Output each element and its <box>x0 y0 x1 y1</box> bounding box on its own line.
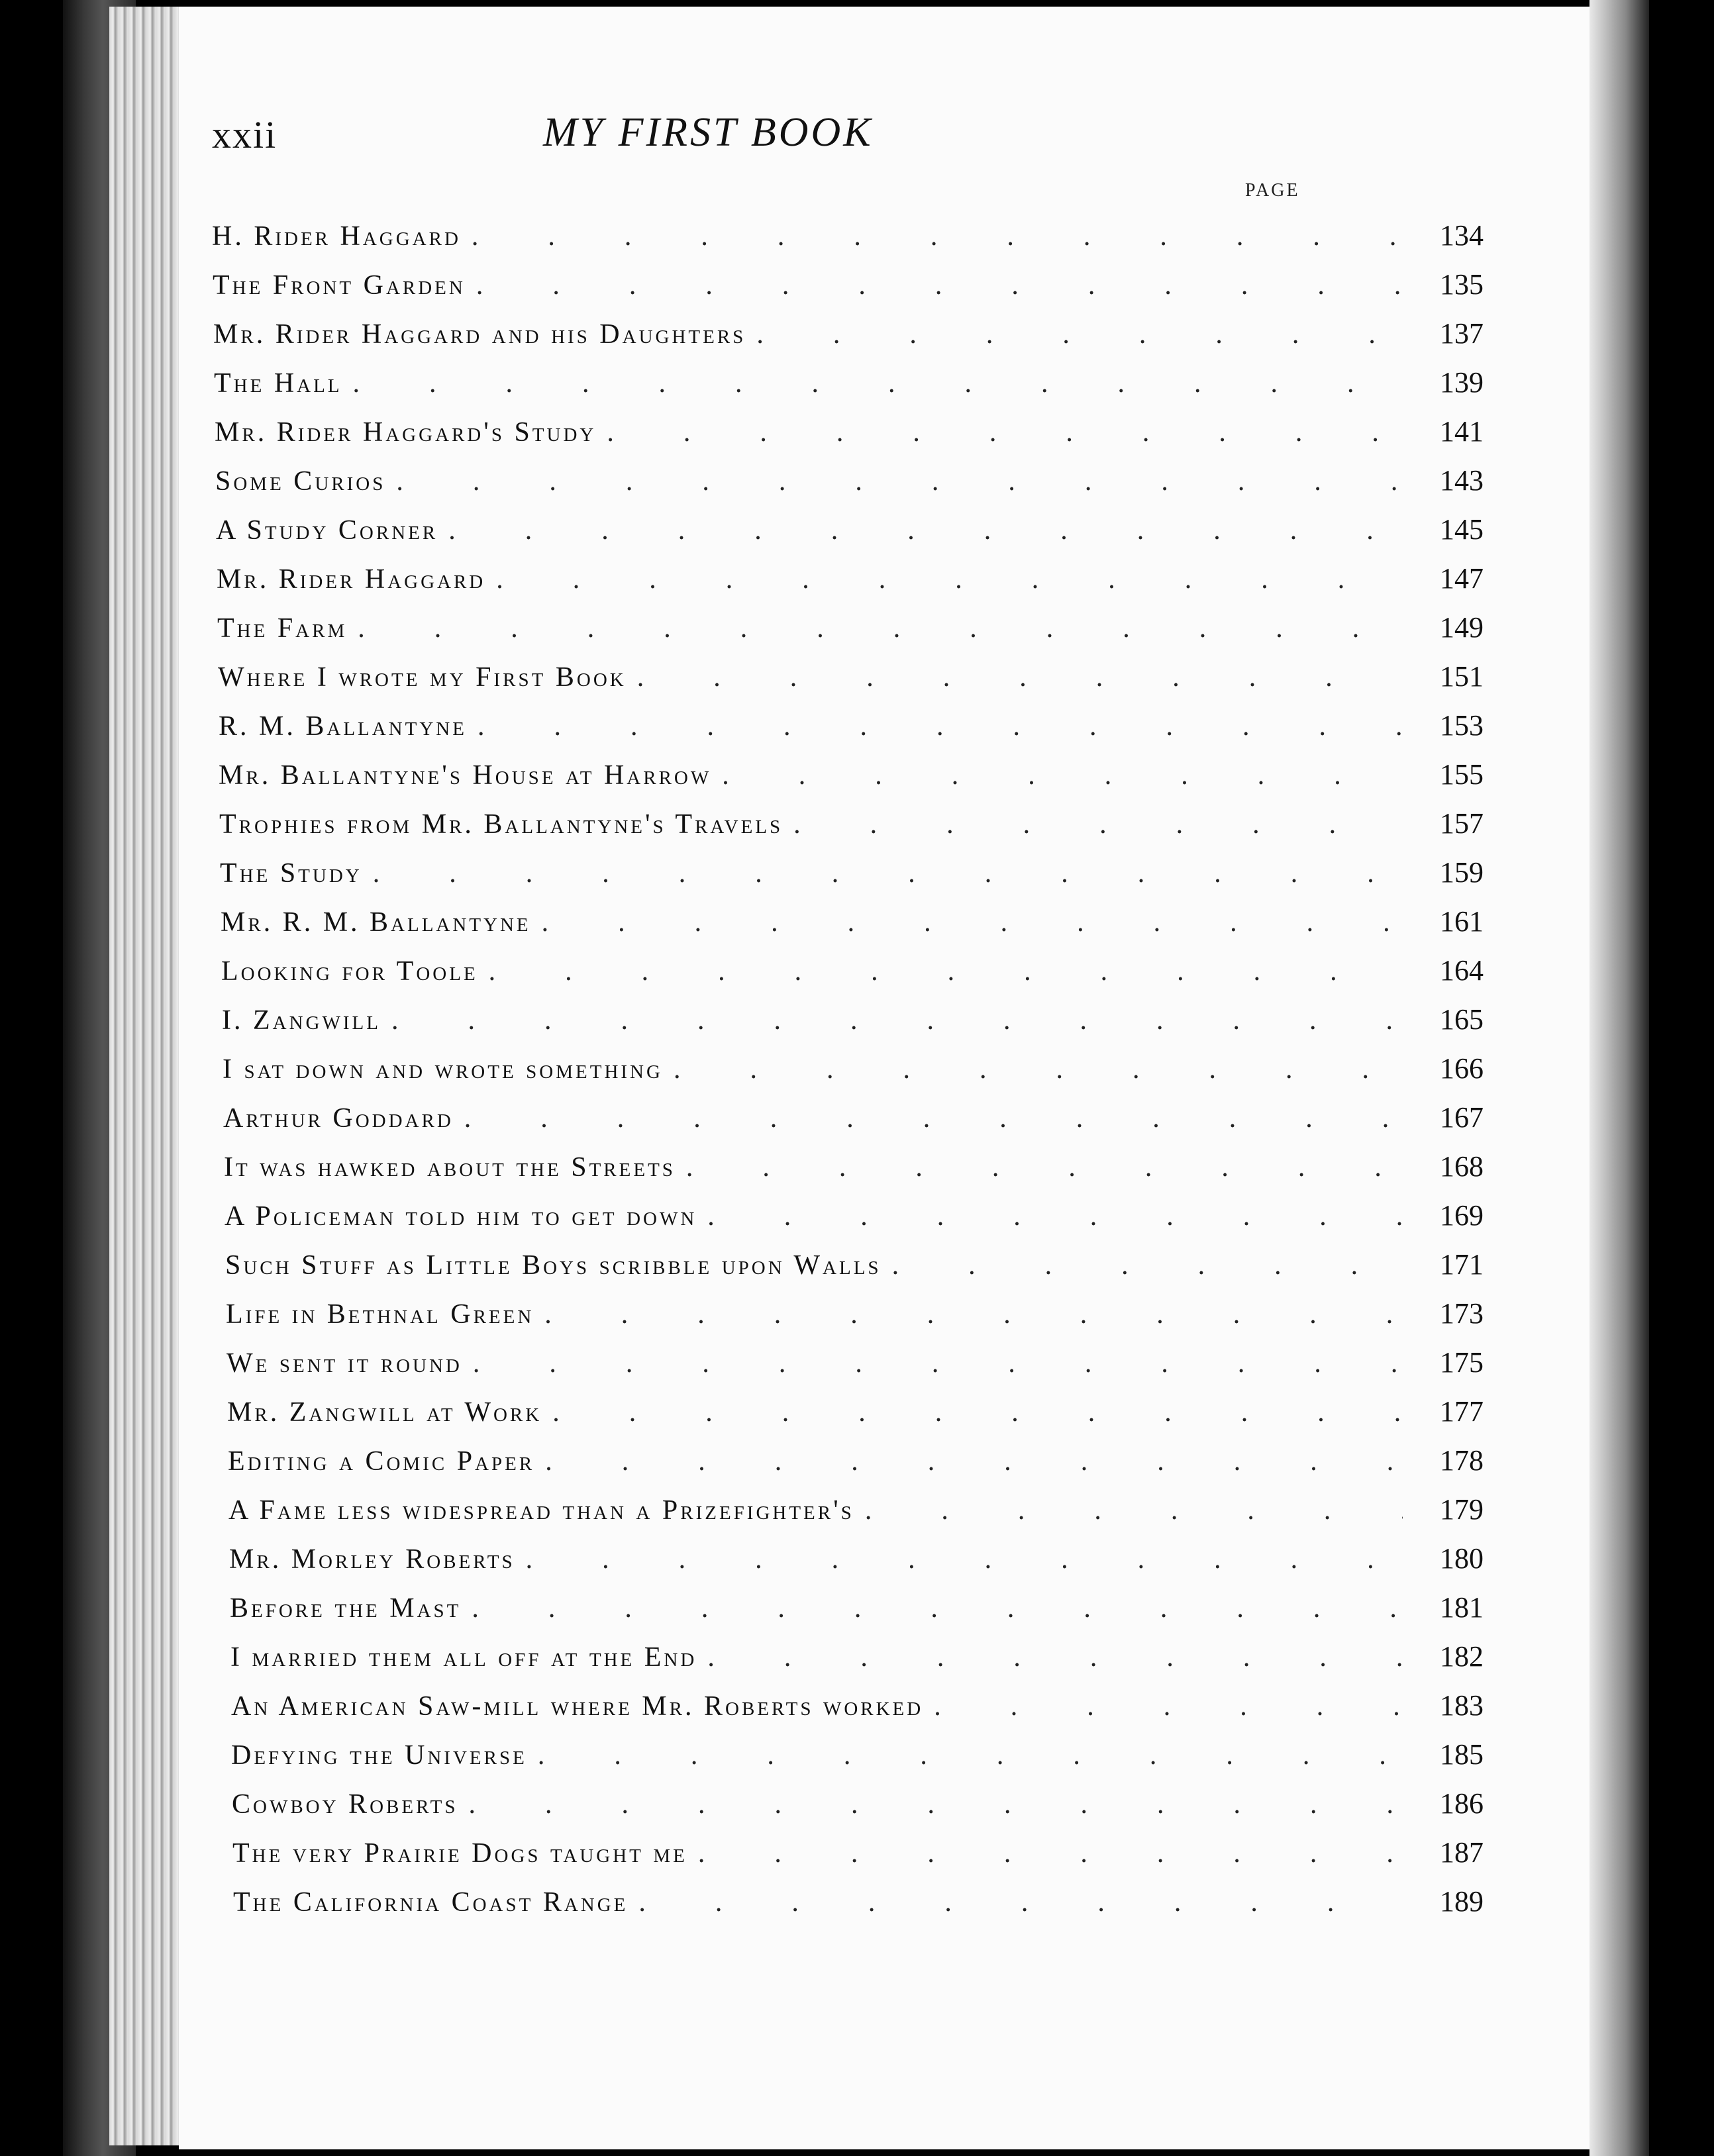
entry-page-number: 159 <box>1440 856 1484 889</box>
list-item <box>212 758 1484 807</box>
list-item <box>212 219 1484 268</box>
list-item <box>212 1885 1484 1934</box>
entry-page-number: 168 <box>1440 1150 1484 1183</box>
entry-title: The very Prairie Dogs taught me <box>232 1838 687 1869</box>
list-item <box>212 1444 1484 1493</box>
entry-page-number: 171 <box>1440 1248 1484 1281</box>
dot-leader <box>373 858 1403 889</box>
entry-page-number: 185 <box>1440 1738 1484 1771</box>
entry-title: The California Coast Range <box>233 1887 629 1918</box>
list-item <box>212 1248 1484 1297</box>
entry-title: Where I wrote my First Book <box>218 662 627 693</box>
entry-page-number: 167 <box>1440 1101 1484 1134</box>
entry-title: Mr. R. M. Ballantyne <box>221 907 531 938</box>
entry-page-number: 134 <box>1440 219 1484 252</box>
entry-page-number: 177 <box>1440 1395 1484 1428</box>
dot-leader <box>756 318 1403 350</box>
page-edges <box>109 7 182 2145</box>
entry-page-number: 187 <box>1440 1836 1484 1869</box>
dot-leader <box>489 956 1403 987</box>
entry-page-number: 161 <box>1440 905 1484 938</box>
entry-page-number: 179 <box>1440 1493 1484 1526</box>
dot-leader <box>476 270 1403 301</box>
entry-title: Mr. Rider Haggard and his Daughters <box>213 319 746 350</box>
book-title: MY FIRST BOOK <box>543 110 874 155</box>
entry-title: R. M. Ballantyne <box>219 711 467 742</box>
list-item <box>212 1101 1484 1150</box>
entry-page-number: 169 <box>1440 1199 1484 1232</box>
entry-title: A Policeman told him to get down <box>225 1201 697 1232</box>
dot-leader <box>793 808 1403 840</box>
dot-leader <box>472 1592 1403 1624</box>
list-item <box>212 464 1484 513</box>
entry-page-number: 151 <box>1440 660 1484 693</box>
list-item <box>212 1542 1484 1591</box>
list-item <box>212 660 1484 709</box>
entry-title: H. Rider Haggard <box>212 221 461 252</box>
dot-leader <box>707 1200 1403 1232</box>
list-item <box>212 954 1484 1003</box>
dot-leader <box>473 1348 1403 1379</box>
list-item <box>212 1591 1484 1640</box>
entry-title: Mr. Ballantyne's House at Harrow <box>219 760 712 791</box>
dot-leader <box>469 1788 1403 1820</box>
entry-page-number: 145 <box>1440 513 1484 546</box>
entry-page-number: 155 <box>1440 758 1484 791</box>
list-item <box>212 513 1484 562</box>
dot-leader <box>544 1298 1403 1330</box>
dot-leader <box>396 466 1403 497</box>
dot-leader <box>538 1740 1403 1771</box>
dot-leader <box>526 1544 1403 1575</box>
dot-leader <box>707 1642 1403 1673</box>
entry-title: Defying the Universe <box>231 1740 527 1771</box>
dot-leader <box>496 564 1403 595</box>
entry-title: Some Curios <box>215 466 386 497</box>
entry-title: Mr. Morley Roberts <box>229 1544 515 1575</box>
page-column-label: PAGE <box>1245 180 1300 201</box>
entry-title: The Hall <box>214 368 342 399</box>
entry-page-number: 149 <box>1440 611 1484 644</box>
entry-title: Such Stuff as Little Boys scribble upon Walls <box>225 1250 882 1281</box>
list-item <box>212 1787 1484 1836</box>
entry-title: Editing a Comic Paper <box>228 1446 535 1477</box>
list-item <box>212 856 1484 905</box>
dot-leader <box>448 514 1403 546</box>
dot-leader <box>892 1250 1403 1281</box>
list-item <box>212 1150 1484 1199</box>
running-head <box>0 110 1714 179</box>
dot-leader <box>637 662 1403 693</box>
dot-leader <box>391 1004 1403 1036</box>
right-page-shadow <box>1589 0 1649 2156</box>
list-item <box>212 1493 1484 1542</box>
entry-page-number: 164 <box>1440 954 1484 987</box>
entry-page-number: 137 <box>1440 317 1484 350</box>
entry-title: The Front Garden <box>213 270 466 301</box>
list-item <box>212 415 1484 464</box>
page-folio: xxii <box>212 113 277 156</box>
dot-leader <box>552 1396 1403 1428</box>
entry-title: Mr. Zangwill at Work <box>227 1397 542 1428</box>
list-item <box>212 807 1484 856</box>
dot-leader <box>478 710 1403 742</box>
entry-title: A Study Corner <box>216 515 438 546</box>
entry-title: Life in Bethnal Green <box>226 1299 534 1330</box>
entry-page-number: 175 <box>1440 1346 1484 1379</box>
entry-title: Mr. Rider Haggard <box>217 564 486 595</box>
dot-leader <box>607 416 1403 448</box>
entry-title: The Study <box>220 858 362 889</box>
entry-page-number: 157 <box>1440 807 1484 840</box>
entry-title: The Farm <box>217 613 348 644</box>
entry-title: I. Zangwill <box>222 1005 381 1036</box>
entry-title: Cowboy Roberts <box>232 1789 458 1820</box>
list-item <box>212 1640 1484 1689</box>
dot-leader <box>698 1838 1403 1869</box>
dot-leader <box>934 1690 1403 1722</box>
entry-title: It was hawked about the Streets <box>224 1152 676 1183</box>
dot-leader <box>545 1446 1403 1477</box>
entry-title: An American Saw-mill where Mr. Roberts worked <box>231 1691 924 1722</box>
entry-title: A Fame less widespread than a Prizefighter's <box>228 1495 854 1526</box>
entry-title: Before the Mast <box>230 1593 462 1624</box>
entry-page-number: 186 <box>1440 1787 1484 1820</box>
entry-page-number: 180 <box>1440 1542 1484 1575</box>
list-item <box>212 1738 1484 1787</box>
list-item <box>212 317 1484 366</box>
list-item <box>212 1297 1484 1346</box>
entry-page-number: 143 <box>1440 464 1484 497</box>
entry-page-number: 182 <box>1440 1640 1484 1673</box>
dot-leader <box>686 1152 1403 1183</box>
list-item <box>212 1689 1484 1738</box>
list-item <box>212 1003 1484 1052</box>
list-item <box>212 366 1484 415</box>
entry-title: I sat down and wrote something <box>223 1054 663 1085</box>
entry-page-number: 173 <box>1440 1297 1484 1330</box>
entry-title: Trophies from Mr. Ballantyne's Travels <box>219 809 783 840</box>
dot-leader <box>542 906 1403 938</box>
list-item <box>212 1395 1484 1444</box>
entry-page-number: 166 <box>1440 1052 1484 1085</box>
dot-leader <box>464 1102 1403 1134</box>
entry-page-number: 153 <box>1440 709 1484 742</box>
list-item <box>212 905 1484 954</box>
entry-page-number: 178 <box>1440 1444 1484 1477</box>
entry-page-number: 141 <box>1440 415 1484 448</box>
entry-page-number: 183 <box>1440 1689 1484 1722</box>
dot-leader <box>472 220 1403 252</box>
entry-page-number: 189 <box>1440 1885 1484 1918</box>
list-item <box>212 562 1484 611</box>
list-item <box>212 1346 1484 1395</box>
entry-title: Arthur Goddard <box>223 1103 454 1134</box>
entry-page-number: 181 <box>1440 1591 1484 1624</box>
dot-leader <box>865 1494 1403 1526</box>
list-item <box>212 709 1484 758</box>
entry-page-number: 135 <box>1440 268 1484 301</box>
entry-title: We sent it round <box>227 1348 462 1379</box>
list-item <box>212 611 1484 660</box>
entry-title: Looking for Toole <box>221 956 478 987</box>
dot-leader <box>722 760 1403 791</box>
entry-page-number: 165 <box>1440 1003 1484 1036</box>
list-item <box>212 1199 1484 1248</box>
dot-leader <box>353 368 1403 399</box>
dot-leader <box>358 612 1403 644</box>
illustrations-list <box>212 219 1484 1934</box>
list-item <box>212 1052 1484 1101</box>
entry-title: Mr. Rider Haggard's Study <box>215 417 597 448</box>
dot-leader <box>674 1054 1403 1085</box>
entry-title: I married them all off at the End <box>230 1642 697 1673</box>
entry-page-number: 147 <box>1440 562 1484 595</box>
dot-leader <box>638 1886 1403 1918</box>
entry-page-number: 139 <box>1440 366 1484 399</box>
list-item <box>212 1836 1484 1885</box>
list-item <box>212 268 1484 317</box>
